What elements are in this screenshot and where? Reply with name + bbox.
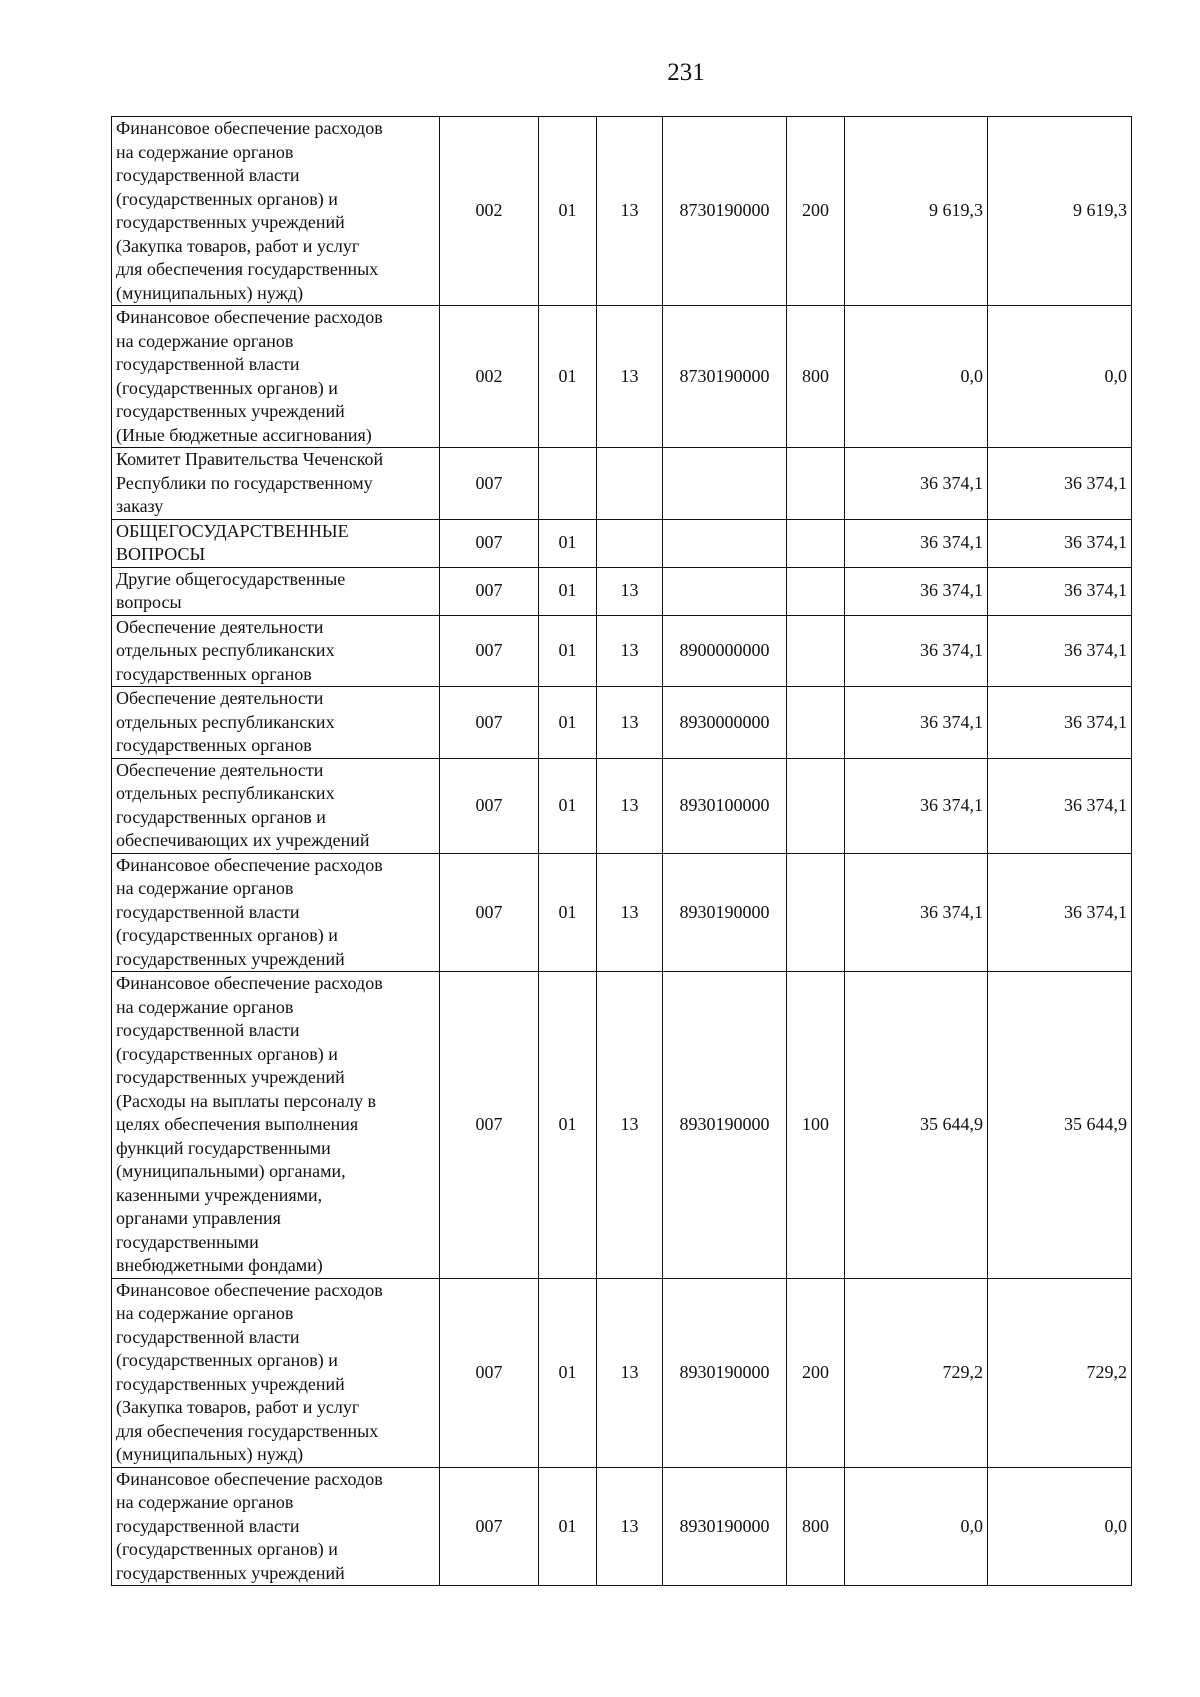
cell-grbs: 007 bbox=[440, 687, 539, 759]
cell-section: 01 bbox=[539, 972, 597, 1279]
cell-subsection: 13 bbox=[597, 306, 663, 448]
cell-section: 01 bbox=[539, 758, 597, 853]
cell-amount-2: 36 374,1 bbox=[988, 758, 1132, 853]
cell-expense-type: 800 bbox=[787, 306, 845, 448]
cell-target-article: 8730190000 bbox=[663, 117, 787, 306]
cell-section: 01 bbox=[539, 1467, 597, 1586]
cell-expense-type: 200 bbox=[787, 117, 845, 306]
cell-expense-type bbox=[787, 519, 845, 567]
cell-amount-2: 35 644,9 bbox=[988, 972, 1132, 1279]
cell-section bbox=[539, 448, 597, 520]
cell-target-article: 8930190000 bbox=[663, 853, 787, 972]
cell-grbs: 002 bbox=[440, 306, 539, 448]
cell-expense-type: 200 bbox=[787, 1278, 845, 1467]
cell-subsection: 13 bbox=[597, 758, 663, 853]
row-description: Обеспечение деятельности отдельных республиканских государственных органов bbox=[112, 615, 440, 687]
cell-expense-type bbox=[787, 567, 845, 615]
cell-section: 01 bbox=[539, 567, 597, 615]
cell-expense-type bbox=[787, 758, 845, 853]
cell-grbs: 007 bbox=[440, 1278, 539, 1467]
row-description: Финансовое обеспечение расходов на содержание органов государственной власти (государственных органов) и государственных учреждений (Закупка товаров, работ и услуг для обеспечения государственных (муниципальных) нужд) bbox=[112, 117, 440, 306]
cell-amount-2: 36 374,1 bbox=[988, 519, 1132, 567]
cell-grbs: 007 bbox=[440, 758, 539, 853]
cell-subsection: 13 bbox=[597, 117, 663, 306]
table-row bbox=[112, 1467, 1132, 1586]
table-row bbox=[112, 853, 1132, 972]
cell-amount-1: 36 374,1 bbox=[845, 758, 988, 853]
cell-amount-1: 35 644,9 bbox=[845, 972, 988, 1279]
cell-grbs: 007 bbox=[440, 448, 539, 520]
cell-section: 01 bbox=[539, 519, 597, 567]
row-description: Финансовое обеспечение расходов на содержание органов государственной власти (государственных органов) и государственных учреждений bbox=[112, 853, 440, 972]
cell-target-article: 8930000000 bbox=[663, 687, 787, 759]
cell-subsection: 13 bbox=[597, 1467, 663, 1586]
cell-target-article bbox=[663, 448, 787, 520]
cell-amount-2: 36 374,1 bbox=[988, 687, 1132, 759]
cell-amount-2: 36 374,1 bbox=[988, 567, 1132, 615]
cell-section: 01 bbox=[539, 615, 597, 687]
cell-grbs: 007 bbox=[440, 615, 539, 687]
budget-table bbox=[111, 116, 1132, 1586]
cell-amount-1: 36 374,1 bbox=[845, 853, 988, 972]
cell-grbs: 007 bbox=[440, 972, 539, 1279]
cell-amount-1: 0,0 bbox=[845, 306, 988, 448]
cell-amount-1: 36 374,1 bbox=[845, 448, 988, 520]
page-number: 231 bbox=[667, 59, 705, 86]
cell-amount-2: 36 374,1 bbox=[988, 853, 1132, 972]
cell-grbs: 007 bbox=[440, 567, 539, 615]
table-row bbox=[112, 1278, 1132, 1467]
cell-grbs: 007 bbox=[440, 853, 539, 972]
cell-section: 01 bbox=[539, 853, 597, 972]
row-description: Финансовое обеспечение расходов на содержание органов государственной власти (государственных органов) и государственных учреждений (Закупка товаров, работ и услуг для обеспечения государственных (муниципальных) нужд) bbox=[112, 1278, 440, 1467]
cell-amount-2: 36 374,1 bbox=[988, 448, 1132, 520]
table-row bbox=[112, 567, 1132, 615]
cell-amount-2: 9 619,3 bbox=[988, 117, 1132, 306]
cell-target-article: 8930190000 bbox=[663, 1278, 787, 1467]
cell-grbs: 002 bbox=[440, 117, 539, 306]
cell-target-article: 8930190000 bbox=[663, 1467, 787, 1586]
cell-grbs: 007 bbox=[440, 1467, 539, 1586]
cell-subsection bbox=[597, 519, 663, 567]
row-description: Финансовое обеспечение расходов на содержание органов государственной власти (государственных органов) и государственных учреждений (Расходы на выплаты персоналу в целях обеспечения выполнения функций государственными (муниципальными) органами, казенными учреждениями, органами управления государственными внебюджетными фондами) bbox=[112, 972, 440, 1279]
cell-amount-1: 36 374,1 bbox=[845, 567, 988, 615]
cell-target-article bbox=[663, 567, 787, 615]
cell-amount-2: 0,0 bbox=[988, 1467, 1132, 1586]
cell-section: 01 bbox=[539, 1278, 597, 1467]
row-description: ОБЩЕГОСУДАРСТВЕННЫЕ ВОПРОСЫ bbox=[112, 519, 440, 567]
table-row bbox=[112, 306, 1132, 448]
table-row bbox=[112, 448, 1132, 520]
cell-amount-2: 729,2 bbox=[988, 1278, 1132, 1467]
cell-expense-type bbox=[787, 853, 845, 972]
cell-target-article: 8930100000 bbox=[663, 758, 787, 853]
cell-subsection: 13 bbox=[597, 1278, 663, 1467]
cell-target-article: 8900000000 bbox=[663, 615, 787, 687]
cell-section: 01 bbox=[539, 117, 597, 306]
row-description: Комитет Правительства Чеченской Республики по государственному заказу bbox=[112, 448, 440, 520]
cell-section: 01 bbox=[539, 306, 597, 448]
cell-target-article: 8930190000 bbox=[663, 972, 787, 1279]
cell-subsection: 13 bbox=[597, 615, 663, 687]
cell-subsection: 13 bbox=[597, 853, 663, 972]
row-description: Обеспечение деятельности отдельных республиканских государственных органов и обеспечивающих их учреждений bbox=[112, 758, 440, 853]
cell-target-article bbox=[663, 519, 787, 567]
cell-grbs: 007 bbox=[440, 519, 539, 567]
cell-amount-1: 36 374,1 bbox=[845, 519, 988, 567]
cell-subsection: 13 bbox=[597, 972, 663, 1279]
cell-section: 01 bbox=[539, 687, 597, 759]
table-row bbox=[112, 519, 1132, 567]
cell-subsection: 13 bbox=[597, 567, 663, 615]
cell-subsection bbox=[597, 448, 663, 520]
table-row bbox=[112, 687, 1132, 759]
cell-amount-1: 36 374,1 bbox=[845, 615, 988, 687]
cell-expense-type: 100 bbox=[787, 972, 845, 1279]
cell-amount-1: 729,2 bbox=[845, 1278, 988, 1467]
table-row bbox=[112, 117, 1132, 306]
cell-expense-type bbox=[787, 687, 845, 759]
cell-amount-1: 9 619,3 bbox=[845, 117, 988, 306]
row-description: Финансовое обеспечение расходов на содержание органов государственной власти (государственных органов) и государственных учреждений bbox=[112, 1467, 440, 1586]
table-row bbox=[112, 615, 1132, 687]
cell-amount-1: 36 374,1 bbox=[845, 687, 988, 759]
cell-target-article: 8730190000 bbox=[663, 306, 787, 448]
table-row bbox=[112, 972, 1132, 1279]
cell-expense-type: 800 bbox=[787, 1467, 845, 1586]
table-row bbox=[112, 758, 1132, 853]
row-description: Другие общегосударственные вопросы bbox=[112, 567, 440, 615]
cell-expense-type bbox=[787, 448, 845, 520]
cell-expense-type bbox=[787, 615, 845, 687]
cell-amount-2: 0,0 bbox=[988, 306, 1132, 448]
cell-subsection: 13 bbox=[597, 687, 663, 759]
table-body bbox=[112, 117, 1132, 1586]
row-description: Обеспечение деятельности отдельных республиканских государственных органов bbox=[112, 687, 440, 759]
row-description: Финансовое обеспечение расходов на содержание органов государственной власти (государственных органов) и государственных учреждений (Иные бюджетные ассигнования) bbox=[112, 306, 440, 448]
cell-amount-1: 0,0 bbox=[845, 1467, 988, 1586]
cell-amount-2: 36 374,1 bbox=[988, 615, 1132, 687]
